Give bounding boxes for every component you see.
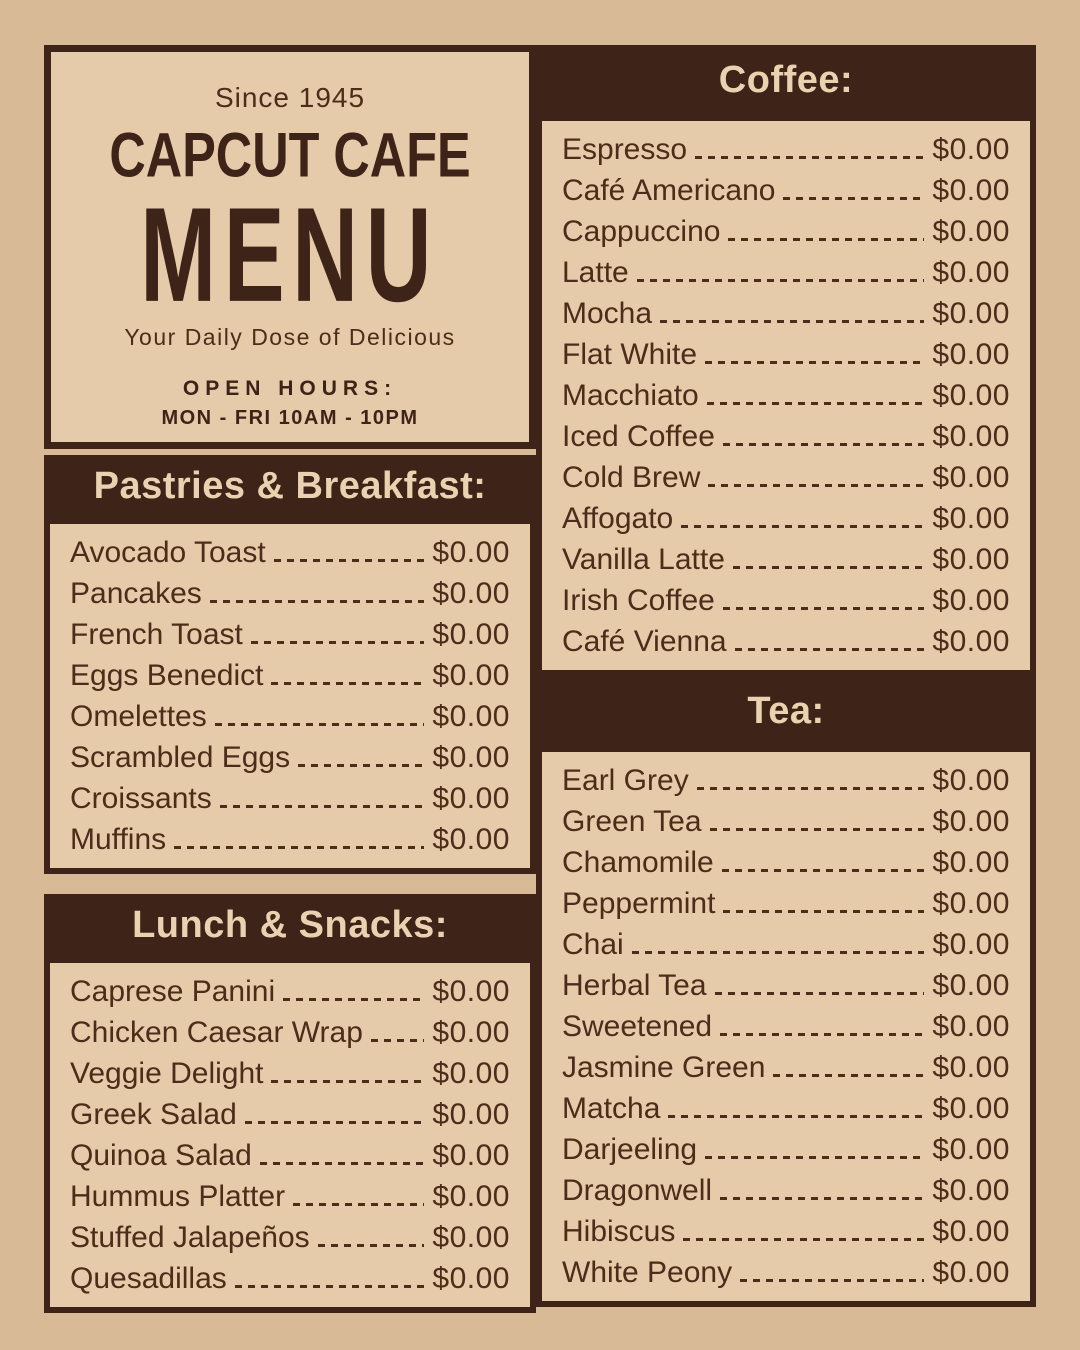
menu-item-row xyxy=(562,1006,1010,1047)
menu-item-price: $0.00 xyxy=(932,968,1010,1002)
menu-item-price: $0.00 xyxy=(932,132,1010,166)
menu-item-price: $0.00 xyxy=(432,1179,510,1213)
menu-item-row xyxy=(70,1012,510,1053)
menu-item-name: Dragonwell xyxy=(562,1173,713,1207)
menu-item-price: $0.00 xyxy=(432,699,510,733)
menu-item-row xyxy=(562,842,1010,883)
dotted-leader xyxy=(210,600,425,603)
dotted-leader xyxy=(215,723,425,726)
menu-item-name: Cold Brew xyxy=(562,460,701,494)
since-tagline: Since 1945 xyxy=(214,82,366,113)
dotted-leader xyxy=(723,443,925,446)
menu-item-row xyxy=(562,170,1010,211)
menu-item-price: $0.00 xyxy=(932,1009,1010,1043)
menu-item-row xyxy=(562,580,1010,621)
menu-item-price: $0.00 xyxy=(932,763,1010,797)
menu-item-name: Jasmine Green xyxy=(562,1050,766,1084)
menu-item-name: Omelettes xyxy=(70,699,207,733)
menu-item-price: $0.00 xyxy=(932,1050,1010,1084)
dotted-leader xyxy=(632,951,925,954)
menu-item-row xyxy=(70,737,510,778)
menu-item-row xyxy=(562,883,1010,924)
section-title-lunch: Lunch & Snacks: xyxy=(132,904,448,946)
menu-item-name: Vanilla Latte xyxy=(562,542,725,576)
menu-item-price: $0.00 xyxy=(932,419,1010,453)
menu-item-row xyxy=(562,1088,1010,1129)
menu-item-name: Avocado Toast xyxy=(70,535,266,569)
menu-item-row xyxy=(70,532,510,573)
dotted-leader xyxy=(637,279,925,282)
menu-item-price: $0.00 xyxy=(432,658,510,692)
menu-item-name: Matcha xyxy=(562,1091,661,1125)
menu-item-name: Quinoa Salad xyxy=(70,1138,252,1172)
menu-item-price: $0.00 xyxy=(932,1173,1010,1207)
menu-item-row xyxy=(562,1211,1010,1252)
menu-item-row xyxy=(562,211,1010,252)
menu-item-row xyxy=(562,965,1010,1006)
menu-item-price: $0.00 xyxy=(432,535,510,569)
menu-item-price: $0.00 xyxy=(932,214,1010,248)
menu-item-row xyxy=(70,1258,510,1299)
dotted-leader xyxy=(697,787,925,790)
menu-item-row xyxy=(70,1217,510,1258)
menu-item-row xyxy=(562,375,1010,416)
menu-item-row xyxy=(70,696,510,737)
menu-item-name: Sweetened xyxy=(562,1009,713,1043)
section-bar-coffee xyxy=(536,45,1036,115)
menu-item-price: $0.00 xyxy=(932,583,1010,617)
menu-item-price: $0.00 xyxy=(932,1214,1010,1248)
menu-item-price: $0.00 xyxy=(432,1056,510,1090)
menu-item-price: $0.00 xyxy=(432,822,510,856)
dotted-leader xyxy=(783,197,924,200)
dotted-leader xyxy=(720,1033,924,1036)
menu-item-row xyxy=(562,621,1010,662)
menu-item-price: $0.00 xyxy=(932,378,1010,412)
menu-item-name: Muffins xyxy=(70,822,167,856)
menu-item-price: $0.00 xyxy=(932,804,1010,838)
menu-item-price: $0.00 xyxy=(932,337,1010,371)
dotted-leader xyxy=(715,992,925,995)
menu-item-name: Greek Salad xyxy=(70,1097,237,1131)
dotted-leader xyxy=(773,1074,924,1077)
dotted-leader xyxy=(260,1162,425,1165)
menu-item-price: $0.00 xyxy=(932,886,1010,920)
dotted-leader xyxy=(174,846,424,849)
dotted-leader xyxy=(740,1279,924,1282)
menu-item-name: Scrambled Eggs xyxy=(70,740,291,774)
brand-header xyxy=(44,45,536,449)
menu-item-price: $0.00 xyxy=(432,576,510,610)
menu-item-name: Pancakes xyxy=(70,576,202,610)
menu-item-name: Espresso xyxy=(562,132,688,166)
dotted-leader xyxy=(371,1039,425,1042)
dotted-leader xyxy=(735,648,925,651)
menu-item-name: Mocha xyxy=(562,296,653,330)
menu-item-name: Croissants xyxy=(70,781,212,815)
menu-item-price: $0.00 xyxy=(432,1220,510,1254)
menu-item-price: $0.00 xyxy=(932,173,1010,207)
section-bar-pastries xyxy=(44,455,536,518)
dotted-leader xyxy=(318,1244,425,1247)
dotted-leader xyxy=(707,402,925,405)
dotted-leader xyxy=(695,156,924,159)
dotted-leader xyxy=(235,1285,425,1288)
section-bar-tea xyxy=(536,676,1036,746)
menu-title: MENU xyxy=(140,179,440,331)
menu-item-row xyxy=(562,457,1010,498)
menu-item-name: Hummus Platter xyxy=(70,1179,286,1213)
dotted-leader xyxy=(298,764,424,767)
menu-item-name: Chai xyxy=(562,927,624,961)
menu-item-price: $0.00 xyxy=(432,1261,510,1295)
menu-item-price: $0.00 xyxy=(932,845,1010,879)
menu-item-price: $0.00 xyxy=(432,740,510,774)
menu-item-name: Earl Grey xyxy=(562,763,689,797)
menu-item-name: Macchiato xyxy=(562,378,699,412)
menu-item-row xyxy=(562,760,1010,801)
section-title-tea: Tea: xyxy=(747,689,825,732)
menu-item-row xyxy=(70,1176,510,1217)
menu-item-row xyxy=(70,778,510,819)
menu-item-row xyxy=(562,539,1010,580)
menu-item-row xyxy=(562,801,1010,842)
menu-item-name: Green Tea xyxy=(562,804,702,838)
menu-item-row xyxy=(562,498,1010,539)
menu-item-price: $0.00 xyxy=(432,1138,510,1172)
dotted-leader xyxy=(723,607,925,610)
menu-item-row xyxy=(70,971,510,1012)
section-title-pastries: Pastries & Breakfast: xyxy=(93,465,487,507)
menu-item-price: $0.00 xyxy=(932,296,1010,330)
menu-item-price: $0.00 xyxy=(932,501,1010,535)
menu-item-name: Chicken Caesar Wrap xyxy=(70,1015,363,1049)
menu-item-name: Chamomile xyxy=(562,845,714,879)
dotted-leader xyxy=(681,525,924,528)
dotted-leader xyxy=(271,1080,424,1083)
dotted-leader xyxy=(283,998,424,1001)
menu-item-name: French Toast xyxy=(70,617,243,651)
dotted-leader xyxy=(708,484,924,487)
menu-item-name: Stuffed Jalapeños xyxy=(70,1220,310,1254)
menu-item-name: Iced Coffee xyxy=(562,419,715,453)
menu-item-row xyxy=(562,1170,1010,1211)
menu-item-name: Latte xyxy=(562,255,629,289)
open-hours-value: MON - FRI 10AM - 10PM xyxy=(161,407,419,429)
dotted-leader xyxy=(245,1121,425,1124)
menu-item-name: White Peony xyxy=(562,1255,733,1289)
menu-item-price: $0.00 xyxy=(932,1091,1010,1125)
open-hours-label: OPEN HOURS: xyxy=(182,377,398,400)
menu-item-name: Cappuccino xyxy=(562,214,721,248)
menu-item-row xyxy=(562,1047,1010,1088)
menu-item-name: Irish Coffee xyxy=(562,583,715,617)
menu-item-name: Herbal Tea xyxy=(562,968,707,1002)
dotted-leader xyxy=(668,1115,924,1118)
menu-item-price: $0.00 xyxy=(932,460,1010,494)
menu-item-row xyxy=(562,334,1010,375)
menu-item-row xyxy=(562,416,1010,457)
menu-item-name: Veggie Delight xyxy=(70,1056,264,1090)
menu-item-name: Eggs Benedict xyxy=(70,658,264,692)
menu-item-name: Caprese Panini xyxy=(70,974,276,1008)
dotted-leader xyxy=(720,1197,924,1200)
menu-item-name: Café Vienna xyxy=(562,624,727,658)
menu-item-row xyxy=(70,655,510,696)
left-column xyxy=(44,45,536,1350)
dotted-leader xyxy=(251,641,425,644)
menu-item-price: $0.00 xyxy=(932,542,1010,576)
menu-item-price: $0.00 xyxy=(432,1015,510,1049)
dotted-leader xyxy=(733,566,925,569)
menu-item-price: $0.00 xyxy=(432,1097,510,1131)
dotted-leader xyxy=(722,869,925,872)
dotted-leader xyxy=(710,828,925,831)
dotted-leader xyxy=(723,910,924,913)
menu-item-name: Flat White xyxy=(562,337,698,371)
menu-item-name: Darjeeling xyxy=(562,1132,698,1166)
menu-item-row xyxy=(562,1252,1010,1293)
menu-item-name: Hibiscus xyxy=(562,1214,676,1248)
menu-item-price: $0.00 xyxy=(932,624,1010,658)
dotted-leader xyxy=(660,320,924,323)
dotted-leader xyxy=(705,361,924,364)
dotted-leader xyxy=(728,238,924,241)
dotted-leader xyxy=(220,805,425,808)
section-title-coffee: Coffee: xyxy=(718,58,854,101)
dotted-leader xyxy=(705,1156,924,1159)
menu-item-row xyxy=(562,129,1010,170)
menu-item-name: Café Americano xyxy=(562,173,776,207)
menu-item-name: Peppermint xyxy=(562,886,716,920)
menu-item-name: Affogato xyxy=(562,501,674,535)
section-panel-lunch xyxy=(44,957,536,1313)
section-panel-pastries xyxy=(44,518,536,874)
menu-item-row xyxy=(562,252,1010,293)
menu-item-price: $0.00 xyxy=(932,255,1010,289)
section-panel-coffee xyxy=(536,115,1036,676)
dotted-leader xyxy=(271,682,424,685)
menu-item-price: $0.00 xyxy=(432,781,510,815)
dotted-leader xyxy=(274,559,425,562)
menu-item-name: Quesadillas xyxy=(70,1261,227,1295)
menu-item-row xyxy=(70,1135,510,1176)
menu-item-row xyxy=(70,614,510,655)
right-column xyxy=(536,45,1036,1350)
menu-item-row xyxy=(70,573,510,614)
menu-item-row xyxy=(562,293,1010,334)
section-panel-tea xyxy=(536,746,1036,1307)
menu-item-row xyxy=(562,1129,1010,1170)
menu-item-price: $0.00 xyxy=(432,617,510,651)
cafe-name: CAPCUT CAFE xyxy=(109,119,471,191)
menu-item-row xyxy=(562,924,1010,965)
menu-item-row xyxy=(70,1094,510,1135)
menu-item-price: $0.00 xyxy=(432,974,510,1008)
menu-item-price: $0.00 xyxy=(932,927,1010,961)
dotted-leader xyxy=(683,1238,924,1241)
menu-item-price: $0.00 xyxy=(932,1132,1010,1166)
menu-item-row xyxy=(70,1053,510,1094)
slogan: Your Daily Dose of Delicious xyxy=(124,324,456,350)
dotted-leader xyxy=(293,1203,424,1206)
section-bar-lunch xyxy=(44,894,536,957)
menu-item-row xyxy=(70,819,510,860)
menu-item-price: $0.00 xyxy=(932,1255,1010,1289)
